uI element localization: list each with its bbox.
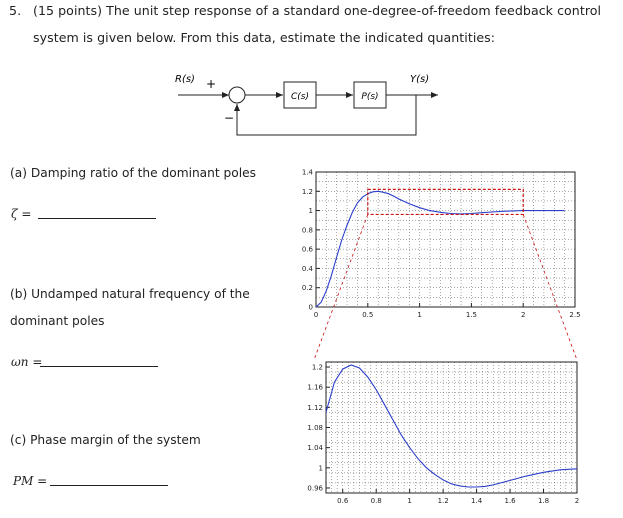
chart1-ytick-label: 1 [308,207,313,216]
question-a-label: (a) Damping ratio of the dominant poles [10,166,256,180]
problem-line-2: system is given below. From this data, estimate the indicated quantities: [33,30,496,45]
chart1-xtick-label: 0.5 [362,311,374,319]
chart1-ytick-label: 0.4 [301,264,313,273]
chart2-ytick-label: 1.12 [307,403,323,412]
minus-sign: − [224,111,235,125]
chart2-ytick-label: 1.08 [307,424,323,432]
chart1-ytick-label: 1.2 [301,187,313,196]
chart2-xtick-label: 2 [574,497,580,505]
chart1-xtick-label: 2 [520,311,526,319]
chart2-xtick-label: 0.6 [337,497,349,505]
chart1-ytick-label: 0.6 [301,245,313,254]
chart2-xtick-label: 1.4 [471,497,483,505]
chart1-xtick-label: 2.5 [569,311,581,319]
plus-sign: + [206,77,217,91]
chart2-ytick-label: 0.96 [307,484,323,493]
answer-b-symbol: ωn = [11,355,43,369]
chart2-xtick-label: 1 [407,497,412,505]
chart2-ytick-label: 1.04 [307,444,323,453]
answer-c-symbol: PM = [13,474,48,488]
plant-label: P(s) [361,92,379,102]
chart2-xtick-label: 0.8 [370,497,382,505]
chart1-xtick-label: 1.5 [465,311,477,319]
chart2-xtick-label: 1.8 [537,497,550,505]
chart2-response-curve [326,365,577,487]
chart2-ytick-label: 1.16 [307,383,323,392]
problem-number: 5. [9,3,22,18]
chart2-xtick-label: 1.6 [504,497,516,505]
chart2-ytick-label: 1 [318,464,323,473]
chart1-xtick-label: 0 [313,311,319,319]
output-label: Y(s) [410,74,430,85]
zoom-connector-right [520,214,577,360]
chart2-xtick-label: 1.2 [437,497,449,505]
input-label: R(s) [175,74,195,85]
chart1-ytick-label: 0.8 [301,226,313,235]
chart2-ytick-label: 1.2 [311,363,323,372]
chart1-ytick-label: 1.4 [301,168,313,177]
problem-line-1: (15 points) The unit step response of a standard one-degree-of-freedom feedback control [33,3,602,18]
question-c-label: (c) Phase margin of the system [10,433,201,447]
question-b-label-line2: dominant poles [10,314,105,328]
chart1-ytick-label: 0 [308,303,313,312]
question-b-label-line1: (b) Undamped natural frequency of the [10,287,250,301]
chart1-xtick-label: 1 [417,311,422,319]
chart1-ytick-label: 0.2 [301,284,313,293]
zoom-connector-left [314,214,368,360]
answer-a-symbol: ζ = [11,207,32,221]
controller-label: C(s) [291,92,309,102]
